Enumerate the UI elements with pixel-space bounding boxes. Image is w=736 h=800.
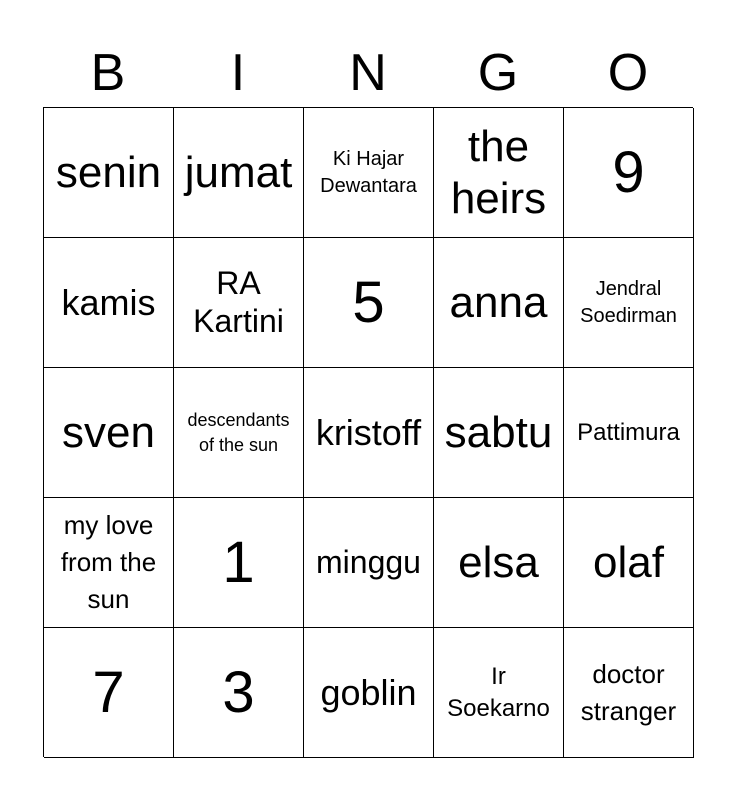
cell-text: sabtu xyxy=(444,407,553,457)
cell-text: my love from the sun xyxy=(60,510,157,614)
bingo-cell[interactable] xyxy=(44,368,174,498)
bingo-cell[interactable] xyxy=(564,498,694,628)
bingo-cell[interactable] xyxy=(44,628,174,758)
bingo-cell[interactable] xyxy=(44,498,174,628)
header-letter-n: N xyxy=(349,44,387,102)
cell-text: the heirs xyxy=(450,121,547,223)
bingo-cell[interactable] xyxy=(174,108,304,238)
cell-text: 9 xyxy=(612,139,645,205)
cell-text: Jendral Soedirman xyxy=(580,277,677,327)
bingo-cell[interactable] xyxy=(434,238,564,368)
bingo-cell[interactable] xyxy=(564,238,694,368)
cell-text: anna xyxy=(449,277,548,327)
cell-text: 1 xyxy=(222,529,255,595)
bingo-cell[interactable] xyxy=(564,108,694,238)
cell-text: 5 xyxy=(352,269,385,335)
bingo-cell[interactable] xyxy=(434,368,564,498)
cell-text: senin xyxy=(55,147,162,197)
header-letter-g: G xyxy=(477,44,519,102)
cell-text: Ki Hajar Dewantara xyxy=(320,147,417,197)
cell-text: Ir Soekarno xyxy=(447,662,550,722)
bingo-header xyxy=(43,42,693,104)
bingo-cell[interactable] xyxy=(304,368,434,498)
cell-text: kristoff xyxy=(315,411,422,453)
bingo-cell[interactable] xyxy=(174,628,304,758)
cell-text: Pattimura xyxy=(577,418,680,446)
bingo-cell[interactable] xyxy=(174,368,304,498)
bingo-cell[interactable] xyxy=(434,628,564,758)
bingo-cell[interactable] xyxy=(434,108,564,238)
bingo-cell[interactable] xyxy=(44,108,174,238)
cell-text: doctor stranger xyxy=(580,658,677,726)
bingo-cell[interactable] xyxy=(174,498,304,628)
bingo-cell[interactable] xyxy=(44,238,174,368)
bingo-cell[interactable] xyxy=(434,498,564,628)
header-letter-b: B xyxy=(90,44,126,102)
cell-text: sven xyxy=(62,407,155,457)
bingo-cell[interactable] xyxy=(304,498,434,628)
cell-text: 7 xyxy=(92,659,125,725)
bingo-cell[interactable] xyxy=(304,108,434,238)
bingo-cell[interactable] xyxy=(174,238,304,368)
cell-text: olaf xyxy=(593,537,664,587)
bingo-grid xyxy=(43,107,693,757)
bingo-cell[interactable] xyxy=(304,238,434,368)
bingo-cell[interactable] xyxy=(304,628,434,758)
bingo-cell[interactable] xyxy=(564,368,694,498)
header-letter-i: I xyxy=(230,44,246,102)
cell-text: descendants of the sun xyxy=(187,410,290,455)
cell-text: minggu xyxy=(316,543,421,580)
header-letter-o: O xyxy=(607,44,649,102)
cell-text: 3 xyxy=(222,659,255,725)
cell-text: jumat xyxy=(184,147,293,197)
cell-text: goblin xyxy=(320,671,417,713)
bingo-cell[interactable] xyxy=(564,628,694,758)
cell-text: RA Kartini xyxy=(193,264,284,339)
cell-text: kamis xyxy=(61,281,156,323)
cell-text: elsa xyxy=(458,537,539,587)
